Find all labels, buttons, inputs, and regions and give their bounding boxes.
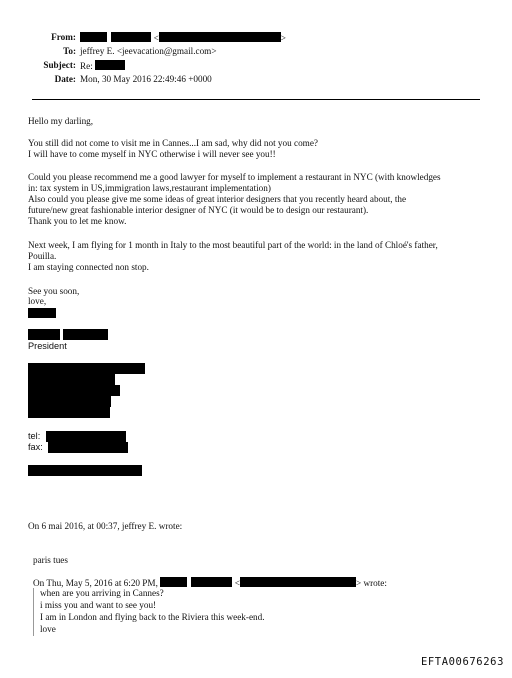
redaction (28, 329, 60, 340)
body-line: I am staying connected non stop. (28, 262, 149, 272)
signoff-line: love, (28, 296, 47, 306)
signoff-line: See you soon, (28, 286, 80, 296)
fax-label: fax: (28, 442, 43, 452)
body-line: in: tax system in US,immigration laws,restaurant implementation) (28, 183, 271, 193)
redaction (28, 407, 110, 418)
redaction (28, 385, 120, 396)
document-id: EFTA00676263 (420, 656, 504, 668)
body-line: You still did not come to visit me in Cannes...I am sad, why did not you come? (28, 138, 318, 148)
signature-title: President (28, 341, 67, 351)
redaction (46, 431, 126, 442)
body-line: Next week, I am flying for 1 month in Italy to the most beautiful part of the world: in the land of Chloé's father, (28, 240, 438, 250)
body-line: I will have to come myself in NYC otherwise i will never see you!! (28, 149, 276, 159)
date-label: Date: (54, 74, 76, 84)
reply-header: On 6 mai 2016, at 00:37, jeffrey E. wrote: (28, 521, 183, 531)
body-line: Also could you please give me some ideas of great interior designers that you recently heard about, the (28, 194, 407, 204)
quote-bar (33, 588, 34, 636)
body-line: Thank you to let me know. (28, 216, 127, 226)
redaction (28, 374, 115, 385)
redaction (28, 363, 145, 374)
body-line: Could you please recommend me a good lawyer for myself to implement a restaurant in NYC (with knowledges (28, 172, 441, 182)
from-value (80, 32, 286, 44)
body-line: future/new great fashionable interior designer of NYC (it would be to design our restaurant). (28, 205, 369, 215)
redaction (111, 32, 151, 42)
subject-label: Subject: (43, 60, 76, 70)
quote-line: i miss you and want to see you! (40, 600, 157, 610)
header-divider (32, 99, 480, 100)
quote-header-end: > wrote: (355, 578, 387, 588)
quote-line: I am in London and flying back to the Riviera this week-end. (40, 612, 265, 622)
from-label: From: (51, 32, 76, 42)
date-value: Mon, 30 May 2016 22:49:46 +0000 (80, 74, 212, 84)
to-label: To: (63, 46, 76, 56)
redaction (191, 577, 232, 587)
quote-line: when are you arriving in Cannes? (40, 588, 164, 598)
to-value: jeffrey E. <jeevacation@gmail.com> (80, 46, 217, 56)
redaction (80, 32, 107, 42)
redaction (28, 465, 142, 476)
redaction (28, 396, 111, 407)
redaction (160, 577, 187, 587)
tel-label: tel: (28, 431, 41, 441)
quote-lt: < (234, 578, 240, 588)
from-gt: > (280, 33, 286, 43)
redaction (48, 442, 128, 453)
quote-line: love (40, 624, 56, 634)
redaction (95, 60, 125, 70)
subject-value (80, 60, 125, 72)
redaction (159, 32, 281, 42)
greeting: Hello my darling, (28, 116, 94, 126)
redaction (240, 577, 356, 587)
subject-text: Re: (80, 61, 93, 71)
reply-text: paris tues (33, 555, 68, 565)
body-line: Pouilla. (28, 251, 57, 261)
from-lt: < (153, 33, 159, 43)
redaction (28, 308, 56, 318)
quote-header-start: On Thu, May 5, 2016 at 6:20 PM, (33, 578, 158, 588)
redaction (63, 329, 108, 340)
